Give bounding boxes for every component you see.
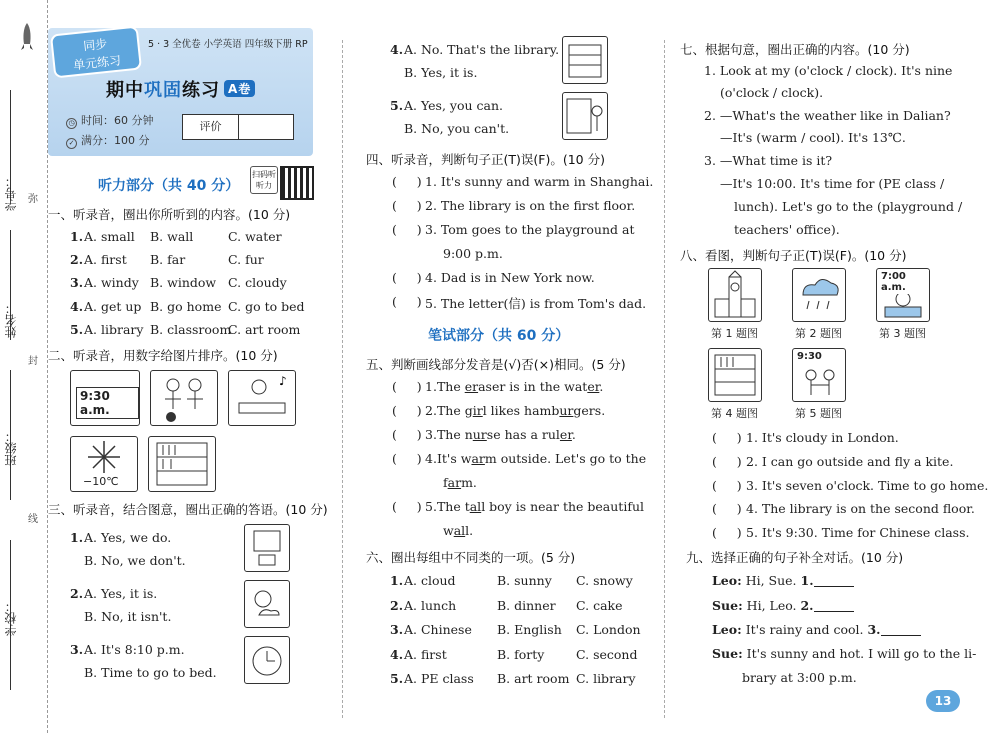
q8-pic3-time: 7:00 a.m. [878,270,929,294]
class-label: 班级： [4,430,18,466]
listening-section-title: 听力部分（共 40 分） [98,178,240,194]
q3-number: 4. [390,42,404,57]
answer-paren[interactable]: ( ) [712,454,742,469]
q5-item4-cont [443,475,477,490]
q4-statement: 3. Tom goes to the playground at [425,222,635,237]
q5-text-pre: The [436,379,465,394]
q5-heading: 五、判断画线部分发音是(√)否(×)相同。(5 分) [366,357,626,372]
q3-pic-4 [562,36,608,84]
answer-paren[interactable]: ( ) [392,222,422,237]
rain-cloud-icon [793,269,845,321]
q9-text: It's rainy and cool. [745,622,868,637]
score-box[interactable] [182,114,294,140]
q2-pic-snow [70,436,138,492]
page-number: 13 [926,690,960,712]
library-floor-icon [709,349,761,401]
q7-line[interactable]: 1. Look at my (o'clock / clock). It's nine [704,63,953,78]
written-section-title: 笔试部分（共 60 分） [428,328,570,344]
q6-option-c[interactable]: C. second [576,647,638,662]
q1-option-b[interactable]: B. classroom [150,322,232,337]
q6-option-c[interactable]: C. London [576,622,641,637]
q3-option-a[interactable]: A. No. That's the library. [404,42,560,57]
q7-line[interactable]: —It's 10:00. It's time for (PE class / [720,176,945,191]
q9-speaker: Leo: [712,573,742,588]
q2-pic-football [150,370,218,426]
q2-pic-library [148,436,216,492]
q9-speaker: Sue: [712,598,743,613]
title-post: 练习 [182,80,220,101]
q6-option-b[interactable]: B. art room [497,671,570,686]
q5-text-pre: The t [436,499,470,514]
q5-text-mid: m outside. Let's go to the [484,451,647,466]
q6-number: 3. [390,622,404,637]
title-pre: 期中 [106,80,144,101]
clock-icon: ◷ [66,118,77,129]
answer-paren[interactable]: ( ) [712,478,742,493]
q4-statement: 5. The letter(信) is from Tom's dad. [425,296,647,311]
q1-option-b[interactable]: B. far [150,252,186,267]
q5-statement [425,427,576,442]
answer-paren[interactable]: ( ) [392,294,422,309]
q2-pic-clock [70,370,140,426]
time-text: 时间：60 分钟 [81,114,154,127]
q9-dialogue-line [712,598,854,613]
q5-number: 5. [425,499,437,514]
q3-pic-1 [244,524,290,572]
q3-option-b[interactable]: B. No, it isn't. [84,609,172,624]
q9-blank[interactable] [814,575,854,587]
wall-clock-icon [245,637,289,683]
q5-statement [425,379,603,394]
q6-option-c[interactable]: C. snowy [576,573,633,588]
q8-statement: 5. It's 9:30. Time for Chinese class. [746,525,970,540]
q3-option-a[interactable]: A. Yes, it is. [84,586,158,601]
q5-cont4-underline: ar [447,475,462,490]
q1-option-a[interactable]: A. library [84,322,144,337]
temperature-text: −10℃ [83,475,119,488]
q6-option-c[interactable]: C. library [576,671,636,686]
q1-option-a[interactable]: A. small [84,229,135,244]
q8-pic-5 [792,348,846,402]
sun-cloud-icon [245,581,289,627]
answer-paren[interactable]: ( ) [712,430,742,445]
q3-pic-5 [562,92,608,140]
q1-option-b[interactable]: B. window [150,275,217,290]
q5-number: 4. [425,451,437,466]
q5-number: 1. [425,379,437,394]
full-marks-label [66,132,150,149]
q5-underline-1: al [469,499,482,514]
column-divider-1 [342,40,343,718]
q8-pic-1-label: 第 1 题图 [711,327,758,340]
q8-pic-4 [708,348,762,402]
q8-statement: 1. It's cloudy in London. [746,430,899,445]
q5-text-pre: The n [436,427,473,442]
q7-line[interactable]: lunch). Let's go to the (playground / [734,199,963,214]
answer-paren[interactable]: ( ) [392,499,422,514]
q9-dialogue-cont: brary at 3:00 p.m. [742,670,857,685]
column-divider-2 [664,40,665,718]
q3-pic-3 [244,636,290,684]
q1-number: 3. [70,275,84,290]
school-label: 学校： [4,600,18,636]
q5-text-post: gers. [573,403,606,418]
library-shelf-icon [149,437,215,491]
answer-paren[interactable]: ( ) [392,451,422,466]
qr-code-icon[interactable] [280,166,314,200]
unit-badge [50,26,142,79]
full-marks-text: 满分：100 分 [81,134,150,147]
score-label: 评价 [183,115,239,139]
q5-item5-cont [443,523,473,538]
q5-number: 3. [425,427,437,442]
q1-option-c[interactable]: C. water [228,229,282,244]
q7-line[interactable]: —It's (warm / cool). It's 13℃. [720,130,906,145]
q8-pic-1 [708,268,762,322]
q5-statement [425,403,605,418]
q5-underline-2: er [559,427,572,442]
building-icon [563,37,607,83]
q6-number: 2. [390,598,404,613]
q6-option-a[interactable]: A. cloud [404,573,456,588]
q2-heading: 二、听录音，用数字给图片排序。(10 分) [48,348,278,363]
q8-pic5-time: 9:30 [794,350,825,363]
q6-option-a[interactable]: A. PE class [404,671,474,686]
seal-mark-3: 线 [28,514,38,525]
q8-pic-2-label: 第 2 题图 [795,327,842,340]
q5-text-pre: The g [436,403,473,418]
q1-number: 4. [70,299,84,314]
q1-option-c[interactable]: C. go to bed [228,299,305,314]
answer-paren[interactable]: ( ) [712,525,742,540]
q8-statement: 4. The library is on the second floor. [746,501,975,516]
q9-blank-number: 2. [800,598,814,613]
q8-pic-3-label: 第 3 题图 [879,327,926,340]
q9-text: Hi, Leo. [746,598,801,613]
q3-number: 2. [70,586,84,601]
snowflake-icon [71,437,137,477]
q5-underline-1: ar [471,451,485,466]
q4-heading: 四、听录音，判断句子正(T)误(F)。(10 分) [366,152,605,167]
computer-screen-icon [245,525,289,571]
q3-option-b[interactable]: B. No, we don't. [84,553,186,568]
q6-heading: 六、圈出每组中不同类的一项。(5 分) [366,550,576,565]
q9-dialogue-line [712,573,854,588]
badge-line-1: 同步 [82,36,108,54]
q3-option-a[interactable]: A. Yes, we do. [84,530,172,545]
q5-cont5-pre: w [443,523,454,538]
check-icon: ✓ [66,138,77,149]
q7-line[interactable]: teachers' office). [734,222,840,237]
a-badge: A卷 [224,80,255,97]
q6-number: 1. [390,573,404,588]
title-highlight: 巩固 [144,80,182,101]
q5-number: 2. [425,403,437,418]
q1-option-c[interactable]: C. art room [228,322,301,337]
q4-statement-cont: 9:00 p.m. [443,246,503,261]
q3-option-a[interactable]: A. It's 8:10 p.m. [84,642,185,657]
q7-line[interactable]: (o'clock / clock). [720,85,824,100]
window-rain-icon [563,93,607,139]
q1-number: 5. [70,322,84,337]
header-card [48,28,313,156]
q5-text-mid: se has a rul [486,427,560,442]
q8-pic-2 [792,268,846,322]
q5-cont4-post: m. [461,475,477,490]
children-football-icon [151,371,217,425]
q8-pic-4-label: 第 4 题图 [711,407,758,420]
q2-pic-music [228,370,296,426]
q9-text: It's sunny and hot. I will go to the li- [746,646,977,661]
q5-underline-1: ur [472,427,487,442]
svg-text:♪: ♪ [279,374,287,388]
q5-text-mid: aser is in the wat [478,379,588,394]
answer-paren[interactable]: ( ) [392,198,422,213]
seal-mark-2: 封 [28,356,38,367]
q1-option-a[interactable]: A. first [84,252,127,267]
q1-heading: 一、听录音，圈出你所听到的内容。(10 分) [48,207,291,222]
time-label [66,112,154,129]
q5-cont5-underline: al [453,523,466,538]
q5-underline-1: ir [472,403,483,418]
q1-option-a[interactable]: A. get up [84,299,142,314]
q3-number: 1. [70,530,84,545]
q4-statement: 4. Dad is in New York now. [425,270,595,285]
q8-pic-5-label: 第 5 题图 [795,407,842,420]
q5-statement [425,451,646,466]
q5-text-mid: l likes hamb [482,403,560,418]
q9-blank[interactable] [881,624,921,636]
q8-heading: 八、看图，判断句子正(T)误(F)。(10 分) [680,248,907,263]
q1-option-a[interactable]: A. windy [84,275,139,290]
q3-option-b[interactable]: B. Time to go to bed. [84,665,217,680]
q3-pic-2 [244,580,290,628]
q3-option-a[interactable]: A. Yes, you can. [404,98,503,113]
q8-statement: 2. I can go outside and fly a kite. [746,454,954,469]
q3-number: 5. [390,98,404,113]
q6-option-b[interactable]: B. forty [497,647,545,662]
q6-option-a[interactable]: A. Chinese [404,622,472,637]
binding-strip [0,0,48,733]
student-no-label: 学号： [4,175,18,211]
answer-paren[interactable]: ( ) [392,379,422,394]
q8-statement: 3. It's seven o'clock. Time to go home. [746,478,989,493]
q9-speaker: Leo: [712,622,742,637]
q1-option-b[interactable]: B. wall [150,229,194,244]
q1-number: 1. [70,229,84,244]
q6-option-c[interactable]: C. cake [576,598,623,613]
clock-time-text: 9:30 a.m. [76,387,139,419]
q9-heading: 九、选择正确的句子补全对话。(10 分) [686,550,904,565]
q9-dialogue-line [712,622,921,637]
q3-heading: 三、听录音，结合图意，圈出正确的答语。(10 分) [48,502,328,517]
q7-heading: 七、根据句意，圈出正确的内容。(10 分) [680,42,910,57]
q1-option-b[interactable]: B. go home [150,299,222,314]
answer-paren[interactable]: ( ) [712,501,742,516]
answer-paren[interactable]: ( ) [392,270,422,285]
q9-text: Hi, Sue. [745,573,801,588]
q5-text-post: . [599,379,604,394]
exam-title [106,76,255,102]
q5-cont5-post: l. [465,523,474,538]
q9-blank-number: 1. [800,573,814,588]
answer-paren[interactable]: ( ) [392,427,422,442]
q5-underline-1: er [464,379,479,394]
q3-option-b[interactable]: B. Yes, it is. [404,65,478,80]
q4-statement: 2. The library is on the first floor. [425,198,636,213]
q1-option-c[interactable]: C. cloudy [228,275,287,290]
big-ben-icon [709,269,761,321]
q5-text-post: . [571,427,576,442]
q4-statement: 1. It's sunny and warm in Shanghai. [425,174,654,189]
answer-paren[interactable]: ( ) [392,403,422,418]
badge-line-2: 单元练习 [72,53,122,73]
q6-option-b[interactable]: B. sunny [497,573,552,588]
q6-option-a[interactable]: A. first [404,647,447,662]
q3-number: 3. [70,642,84,657]
answer-paren[interactable]: ( ) [392,174,422,189]
music-room-icon [229,371,295,425]
q1-number: 2. [70,252,84,267]
q5-cont4-pre: f [443,475,448,490]
q6-number: 4. [390,647,404,662]
q7-line[interactable]: 2. —What's the weather like in Dalian? [704,108,951,123]
series-label: 5 · 3 全优卷 小学英语 四年级下册 RP [148,39,308,50]
q8-pic-3 [876,268,930,322]
q9-blank[interactable] [814,600,854,612]
q6-number: 5. [390,671,404,686]
q7-line[interactable]: 3. —What time is it? [704,153,833,168]
q1-option-c[interactable]: C. fur [228,252,264,267]
q5-statement [425,499,644,514]
qr-label: 扫码听听力 [250,166,278,194]
q9-dialogue-line [712,646,976,661]
seal-mark-1: 弥 [28,194,38,205]
q9-blank-number: 3. [867,622,881,637]
q5-underline-2: ur [559,403,574,418]
name-label: 姓名： [4,302,18,338]
q6-option-b[interactable]: B. English [497,622,562,637]
q9-speaker: Sue: [712,646,743,661]
q6-option-a[interactable]: A. lunch [404,598,457,613]
rocket-icon [20,22,34,52]
q6-option-b[interactable]: B. dinner [497,598,556,613]
q5-underline-2: er [587,379,600,394]
q5-text-pre: It's w [436,451,472,466]
q3-option-b[interactable]: B. No, you can't. [404,121,510,136]
q5-text-mid: l boy is near the beautiful [481,499,644,514]
